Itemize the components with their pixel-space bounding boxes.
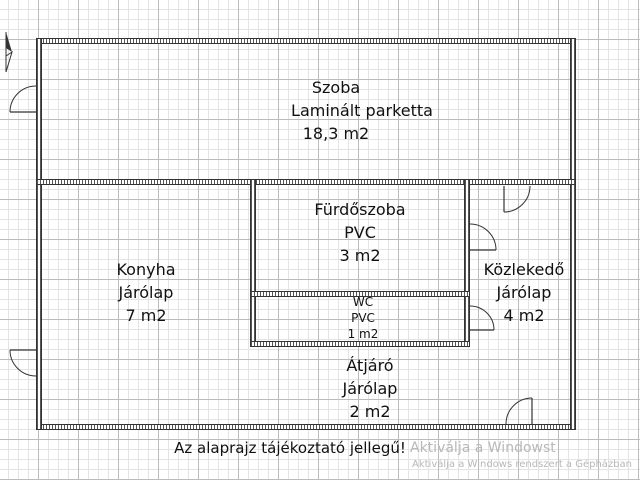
room-label-kozlekedo <box>472 258 576 327</box>
room-floor: PVC <box>344 223 376 242</box>
room-name: Átjáró <box>346 356 394 375</box>
windows-activation-watermark-subtitle: Aktiválja a Windows rendszert a Gépházban <box>412 459 632 470</box>
room-floor: Járólap <box>496 283 552 302</box>
outer-wall-top <box>36 38 576 44</box>
door-furdoszoba-icon <box>468 222 500 254</box>
room-name: WC <box>352 295 374 309</box>
room-name: Konyha <box>116 260 176 279</box>
door-konyha-entrance-icon <box>4 346 38 378</box>
room-floor: Laminált parketta <box>291 101 433 120</box>
room-area: 7 m2 <box>125 306 167 325</box>
room-area: 3 m2 <box>339 246 381 265</box>
outer-wall-bottom <box>36 424 576 430</box>
room-name: Közlekedő <box>483 260 565 279</box>
room-name: Szoba <box>311 78 361 97</box>
room-area: 1 m2 <box>347 327 379 341</box>
door-atjaro-icon <box>500 394 534 426</box>
room-area: 4 m2 <box>503 306 545 325</box>
room-name: Fürdőszoba <box>314 200 406 219</box>
outer-wall-right <box>570 38 576 430</box>
north-arrow-icon <box>0 30 16 76</box>
door-kozlekedo-top-icon <box>500 184 532 216</box>
wall-szoba-bottom <box>36 179 576 185</box>
room-label-wc <box>256 294 470 342</box>
room-floor: PVC <box>351 311 375 325</box>
disclaimer-note: Az alaprajz tájékoztató jellegű! <box>174 439 406 457</box>
room-area: 18,3 m2 <box>302 124 370 143</box>
room-label-konyha <box>80 258 212 327</box>
room-label-furdoszoba <box>256 198 464 267</box>
windows-activation-watermark-title: Aktiválja a Windowst <box>410 440 556 456</box>
room-area: 2 m2 <box>349 402 391 421</box>
room-label-szoba <box>200 76 472 145</box>
room-floor: Járólap <box>118 283 174 302</box>
room-label-atjaro <box>290 354 450 423</box>
room-floor: Járólap <box>342 379 398 398</box>
door-szoba-entrance-icon <box>4 84 38 116</box>
